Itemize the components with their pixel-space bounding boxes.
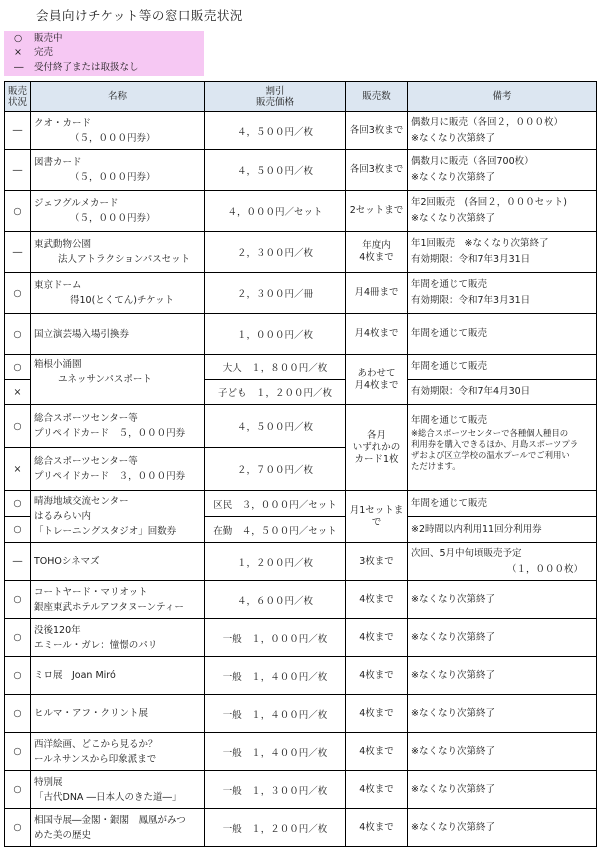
note-cell: 偶数月に販売（各回２，０００枚） ※なくなり次第終了 xyxy=(408,112,597,150)
note-cell: ※なくなり次第終了 xyxy=(408,771,597,809)
table-row xyxy=(5,273,597,314)
table-row xyxy=(5,581,597,619)
price-cell: ４，５００円／枚 xyxy=(205,150,346,191)
price-cell: 一般 １，３００円／枚 xyxy=(205,771,346,809)
table-row xyxy=(5,771,597,809)
cross-symbol: × xyxy=(14,47,22,59)
status-legend xyxy=(4,31,204,76)
legend-label: 販売中 xyxy=(34,33,63,44)
note-cell: 年間を通じて販売 xyxy=(408,314,597,355)
name-cell: ミロ展 Joan Miró xyxy=(31,657,205,695)
note-cell: ※なくなり次第終了 xyxy=(408,695,597,733)
count-cell: 4枚まで xyxy=(346,695,408,733)
note-cell: ※なくなり次第終了 xyxy=(408,581,597,619)
price-cell: 一般 １，４００円／枚 xyxy=(205,733,346,771)
name-cell: 特別展 「古代DNA ―日本人のきた道―」 xyxy=(31,771,205,809)
name-cell: 図書カード （５，０００円券） xyxy=(31,150,205,191)
status-cell: × xyxy=(5,448,31,491)
count-cell: 各回3枚まで xyxy=(346,112,408,150)
table-row xyxy=(5,809,597,847)
status-cell: ○ xyxy=(5,491,31,517)
note-cell: 年間を通じて販売 ※総合スポーツセンターで各種個人種目の 利用券を購入できるほか、月島スポーツプラ ザおよび区立学校の温水プールでご利用い ただけます。 xyxy=(408,405,597,491)
note-cell: 年2回販売 (各回２，０００セット) ※なくなり次第終了 xyxy=(408,191,597,232)
dash-symbol: ― xyxy=(14,61,24,73)
header-note: 備考 xyxy=(408,82,597,112)
status-cell: ○ xyxy=(5,733,31,771)
status-cell: ○ xyxy=(5,657,31,695)
page-title: 会員向けチケット等の窓口販売状況 xyxy=(36,8,243,23)
price-cell: ２，３００円／枚 xyxy=(205,232,346,273)
price-cell: 一般 １，４００円／枚 xyxy=(205,695,346,733)
count-cell: 年度内 4枚まで xyxy=(346,232,408,273)
ticket-sales-table xyxy=(4,81,597,847)
name-cell: 没後120年 エミール・ガレ：憧憬のパリ xyxy=(31,619,205,657)
price-cell: 区民 ３，０００円／セット xyxy=(205,491,346,517)
note-cell: 年1回販売 ※なくなり次第終了 有効期限：令和7年3月31日 xyxy=(408,232,597,273)
price-cell: ４，５００円／枚 xyxy=(205,405,346,448)
header-count: 販売数 xyxy=(346,82,408,112)
status-cell: ○ xyxy=(5,771,31,809)
count-cell: 2セットまで xyxy=(346,191,408,232)
header-status: 販売 状況 xyxy=(5,82,31,112)
price-cell: ４，６００円／枚 xyxy=(205,581,346,619)
name-cell: 晴海地域交流センター はるみらい内 「トレーニングスタジオ」回数券 xyxy=(31,491,205,543)
price-cell: 一般 １，４００円／枚 xyxy=(205,657,346,695)
table-row xyxy=(5,543,597,581)
table-row xyxy=(5,191,597,232)
note-cell: 年間を通じて販売 有効期限：令和7年3月31日 xyxy=(408,273,597,314)
status-cell: ― xyxy=(5,112,31,150)
note-cell: ※なくなり次第終了 xyxy=(408,657,597,695)
price-cell: 在勤 ４，５００円／セット xyxy=(205,517,346,543)
count-cell: 4枚まで xyxy=(346,657,408,695)
table-row xyxy=(5,657,597,695)
status-cell: ○ xyxy=(5,619,31,657)
status-cell: ○ xyxy=(5,581,31,619)
price-cell: １，０００円／枚 xyxy=(205,314,346,355)
table-row xyxy=(5,314,597,355)
price-cell: ４，０００円／セット xyxy=(205,191,346,232)
legend-item-sold-out xyxy=(14,46,204,60)
count-cell: 月4冊まで xyxy=(346,273,408,314)
status-cell: ○ xyxy=(5,355,31,380)
count-cell: 4枚まで xyxy=(346,771,408,809)
table-row xyxy=(5,150,597,191)
count-cell: 月4枚まで xyxy=(346,314,408,355)
price-cell: 一般 １，２００円／枚 xyxy=(205,809,346,847)
price-cell: 子ども １，２００円／枚 xyxy=(205,380,346,405)
count-cell: 4枚まで xyxy=(346,619,408,657)
table-row xyxy=(5,491,597,517)
price-cell: 一般 １，０００円／枚 xyxy=(205,619,346,657)
status-cell: ― xyxy=(5,543,31,581)
name-cell: 総合スポーツセンター等 プリペイドカード ３，０００円券 xyxy=(31,448,205,491)
price-cell: 大人 １，８００円／枚 xyxy=(205,355,346,380)
table-row xyxy=(5,232,597,273)
note-cell: 年間を通じて販売 xyxy=(408,491,597,517)
table-row xyxy=(5,355,597,380)
name-cell: ヒルマ・アフ・クリント展 xyxy=(31,695,205,733)
name-cell: クオ・カード （５，０００円券） xyxy=(31,112,205,150)
legend-item-on-sale xyxy=(14,32,204,46)
table-row xyxy=(5,405,597,448)
name-cell: 東京ドーム 得10(とくてん)チケット xyxy=(31,273,205,314)
note-cell: 偶数月に販売（各回700枚） ※なくなり次第終了 xyxy=(408,150,597,191)
note-cell: 年間を通じて販売 xyxy=(408,355,597,380)
note-cell: ※なくなり次第終了 xyxy=(408,619,597,657)
note-cell: 次回、5月中旬頃販売予定 （１，０００枚） xyxy=(408,543,597,581)
legend-label: 完売 xyxy=(34,47,54,59)
price-cell: ２，７００円／枚 xyxy=(205,448,346,491)
note-cell: ※なくなり次第終了 xyxy=(408,733,597,771)
status-cell: ○ xyxy=(5,809,31,847)
status-cell: ○ xyxy=(5,405,31,448)
count-cell: 4枚まで xyxy=(346,581,408,619)
count-cell: 月1セットまで xyxy=(346,491,408,543)
table-row xyxy=(5,695,597,733)
legend-label: 受付終了または取扱なし xyxy=(34,61,139,73)
note-cell: 有効期限：令和7年4月30日 xyxy=(408,380,597,405)
count-cell: 3枚まで xyxy=(346,543,408,581)
legend-item-closed xyxy=(14,61,204,75)
name-cell: 国立演芸場入場引換券 xyxy=(31,314,205,355)
count-cell: あわせて 月4枚まで xyxy=(346,355,408,405)
header-price: 割引 販売価格 xyxy=(205,82,346,112)
status-cell: ○ xyxy=(5,273,31,314)
name-cell: 西洋絵画、どこから見るか？ ールネサンスから印象派まで xyxy=(31,733,205,771)
count-cell: 各月 いずれかの カード1枚 xyxy=(346,405,408,491)
name-cell: ジェフグルメカード （５，０００円券） xyxy=(31,191,205,232)
status-cell: ○ xyxy=(5,191,31,232)
name-cell: 総合スポーツセンター等 プリペイドカード ５，０００円券 xyxy=(31,405,205,448)
status-cell: ― xyxy=(5,232,31,273)
name-cell: TOHOシネマズ xyxy=(31,543,205,581)
price-cell: ２，３００円／冊 xyxy=(205,273,346,314)
name-cell: 東武動物公園 法人アトラクションパスセット xyxy=(31,232,205,273)
note-cell: ※なくなり次第終了 xyxy=(408,809,597,847)
status-cell: ○ xyxy=(5,517,31,543)
table-header-row xyxy=(5,82,597,112)
table-row xyxy=(5,112,597,150)
name-cell: 箱根小涌園 ユネッサンパスポート xyxy=(31,355,205,405)
status-cell: ○ xyxy=(5,695,31,733)
note-cell: ※2時間以内利用11回分利用券 xyxy=(408,517,597,543)
name-cell: 相国寺展―金閣・銀閣 鳳凰がみつ めた美の歴史 xyxy=(31,809,205,847)
status-cell: ― xyxy=(5,150,31,191)
name-cell: コートヤード・マリオット 銀座東武ホテルアフタヌーンティー xyxy=(31,581,205,619)
count-cell: 4枚まで xyxy=(346,809,408,847)
status-cell: × xyxy=(5,380,31,405)
count-cell: 各回3枚まで xyxy=(346,150,408,191)
table-row xyxy=(5,619,597,657)
price-cell: ４，５００円／枚 xyxy=(205,112,346,150)
count-cell: 4枚まで xyxy=(346,733,408,771)
price-cell: １，２００円／枚 xyxy=(205,543,346,581)
circle-symbol: ○ xyxy=(14,33,23,44)
table-row xyxy=(5,733,597,771)
header-name: 名称 xyxy=(31,82,205,112)
status-cell: ○ xyxy=(5,314,31,355)
